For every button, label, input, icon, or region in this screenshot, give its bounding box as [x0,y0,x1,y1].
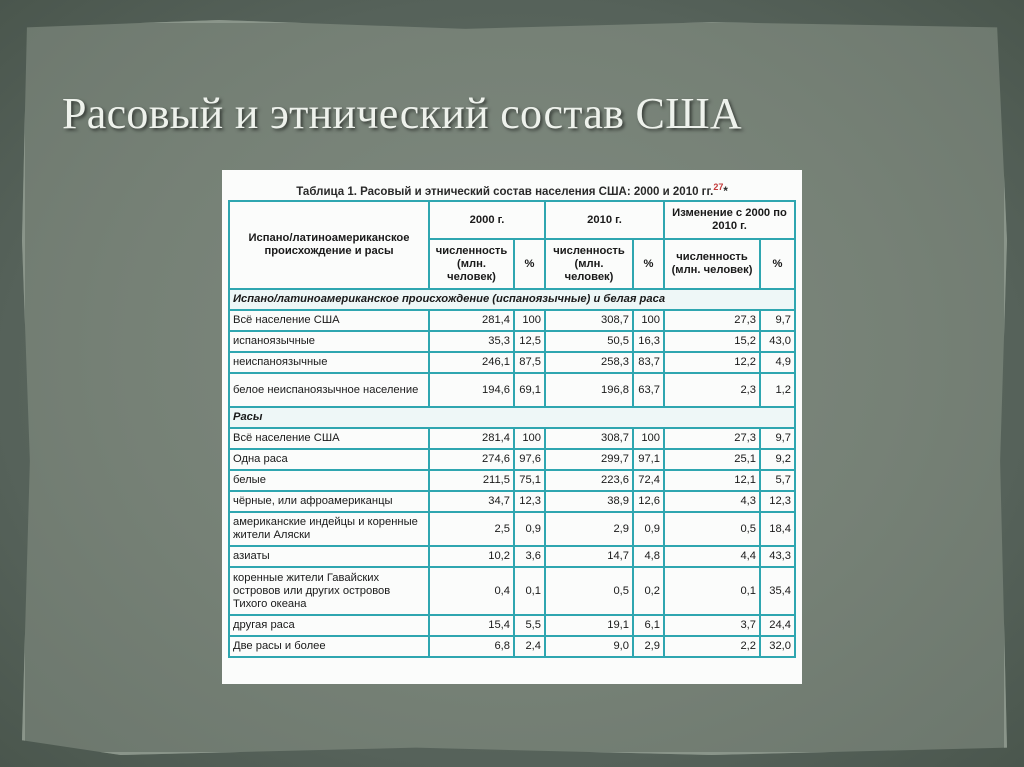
row-label: американские индейцы и коренные жители Аляски [229,512,429,546]
count-cell: 281,4 [429,310,514,331]
count-cell: 3,7 [664,615,760,636]
percent-cell: 97,6 [514,449,545,470]
table-row [229,615,795,636]
row-label: испаноязычные [229,331,429,352]
row-label: Одна раса [229,449,429,470]
table-caption [228,174,796,200]
section-title: Испано/латиноамериканское происхождение (испаноязычные) и белая раса [229,289,795,310]
count-cell: 2,9 [545,512,633,546]
percent-cell: 100 [633,310,664,331]
count-header: численность (млн. человек) [664,239,760,289]
count-cell: 2,2 [664,636,760,657]
count-cell: 19,1 [545,615,633,636]
percent-header: % [760,239,795,289]
count-cell: 0,5 [545,567,633,615]
count-cell: 27,3 [664,428,760,449]
percent-cell: 0,9 [514,512,545,546]
row-label: азиаты [229,546,429,567]
count-cell: 211,5 [429,470,514,491]
table-body [229,289,795,657]
count-cell: 0,1 [664,567,760,615]
table-row [229,546,795,567]
percent-cell: 69,1 [514,373,545,407]
table-caption-ref: 27 [713,182,724,192]
section-row [229,407,795,428]
count-header: численность (млн. человек) [545,239,633,289]
table-row [229,567,795,615]
percent-cell: 24,4 [760,615,795,636]
table-row [229,428,795,449]
row-header: Испано/латиноамериканское происхождение и расы [229,201,429,289]
count-cell: 50,5 [545,331,633,352]
percent-cell: 3,6 [514,546,545,567]
count-cell: 308,7 [545,428,633,449]
count-cell: 9,0 [545,636,633,657]
percent-cell: 12,3 [760,491,795,512]
percent-cell: 5,7 [760,470,795,491]
count-cell: 12,2 [664,352,760,373]
count-cell: 35,3 [429,331,514,352]
count-cell: 38,9 [545,491,633,512]
table-row [229,512,795,546]
count-cell: 34,7 [429,491,514,512]
percent-cell: 32,0 [760,636,795,657]
count-cell: 281,4 [429,428,514,449]
count-cell: 27,3 [664,310,760,331]
percent-cell: 100 [514,428,545,449]
row-label: Всё население США [229,310,429,331]
percent-cell: 12,5 [514,331,545,352]
percent-cell: 43,0 [760,331,795,352]
percent-cell: 5,5 [514,615,545,636]
percent-cell: 43,3 [760,546,795,567]
table-row [229,470,795,491]
percent-cell: 18,4 [760,512,795,546]
population-table [228,200,796,658]
count-cell: 0,4 [429,567,514,615]
percent-cell: 72,4 [633,470,664,491]
table-image [222,170,802,684]
count-cell: 6,8 [429,636,514,657]
count-cell: 308,7 [545,310,633,331]
count-cell: 15,2 [664,331,760,352]
row-label: другая раса [229,615,429,636]
table-row [229,373,795,407]
table-row [229,310,795,331]
count-cell: 258,3 [545,352,633,373]
count-cell: 2,3 [664,373,760,407]
percent-cell: 35,4 [760,567,795,615]
section-row [229,289,795,310]
percent-cell: 97,1 [633,449,664,470]
table-caption-mark: * [723,185,728,198]
year-header-2010: 2010 г. [545,201,664,239]
year-header-change: Изменение с 2000 по 2010 г. [664,201,795,239]
percent-cell: 2,9 [633,636,664,657]
row-label: Две расы и более [229,636,429,657]
row-label: Всё население США [229,428,429,449]
percent-cell: 100 [514,310,545,331]
table-header-row-years [229,201,795,239]
percent-header: % [633,239,664,289]
year-header-2000: 2000 г. [429,201,545,239]
percent-cell: 16,3 [633,331,664,352]
row-label: белое неиспаноязычное население [229,373,429,407]
percent-cell: 4,9 [760,352,795,373]
percent-cell: 0,9 [633,512,664,546]
percent-cell: 1,2 [760,373,795,407]
count-cell: 194,6 [429,373,514,407]
count-cell: 274,6 [429,449,514,470]
percent-cell: 100 [633,428,664,449]
percent-cell: 75,1 [514,470,545,491]
count-cell: 4,4 [664,546,760,567]
table-row [229,636,795,657]
count-cell: 4,3 [664,491,760,512]
count-cell: 25,1 [664,449,760,470]
percent-cell: 6,1 [633,615,664,636]
percent-cell: 9,2 [760,449,795,470]
count-cell: 2,5 [429,512,514,546]
percent-header: % [514,239,545,289]
percent-cell: 4,8 [633,546,664,567]
row-label: чёрные, или афроамериканцы [229,491,429,512]
slide-title: Расовый и этнический состав США [62,89,742,138]
section-title: Расы [229,407,795,428]
table-row [229,331,795,352]
count-cell: 12,1 [664,470,760,491]
table-row [229,352,795,373]
table-row [229,491,795,512]
percent-cell: 9,7 [760,310,795,331]
count-cell: 10,2 [429,546,514,567]
percent-cell: 12,6 [633,491,664,512]
percent-cell: 0,1 [514,567,545,615]
row-label: белые [229,470,429,491]
percent-cell: 83,7 [633,352,664,373]
table-row [229,449,795,470]
count-header: численность (млн. человек) [429,239,514,289]
percent-cell: 0,2 [633,567,664,615]
percent-cell: 63,7 [633,373,664,407]
count-cell: 14,7 [545,546,633,567]
row-label: неиспаноязычные [229,352,429,373]
percent-cell: 9,7 [760,428,795,449]
table-caption-text: Таблица 1. Расовый и этнический состав населения США: 2000 и 2010 гг. [296,185,714,198]
count-cell: 223,6 [545,470,633,491]
count-cell: 0,5 [664,512,760,546]
percent-cell: 87,5 [514,352,545,373]
count-cell: 196,8 [545,373,633,407]
percent-cell: 12,3 [514,491,545,512]
count-cell: 15,4 [429,615,514,636]
count-cell: 246,1 [429,352,514,373]
percent-cell: 2,4 [514,636,545,657]
row-label: коренные жители Гавайских островов или других островов Тихого океана [229,567,429,615]
count-cell: 299,7 [545,449,633,470]
